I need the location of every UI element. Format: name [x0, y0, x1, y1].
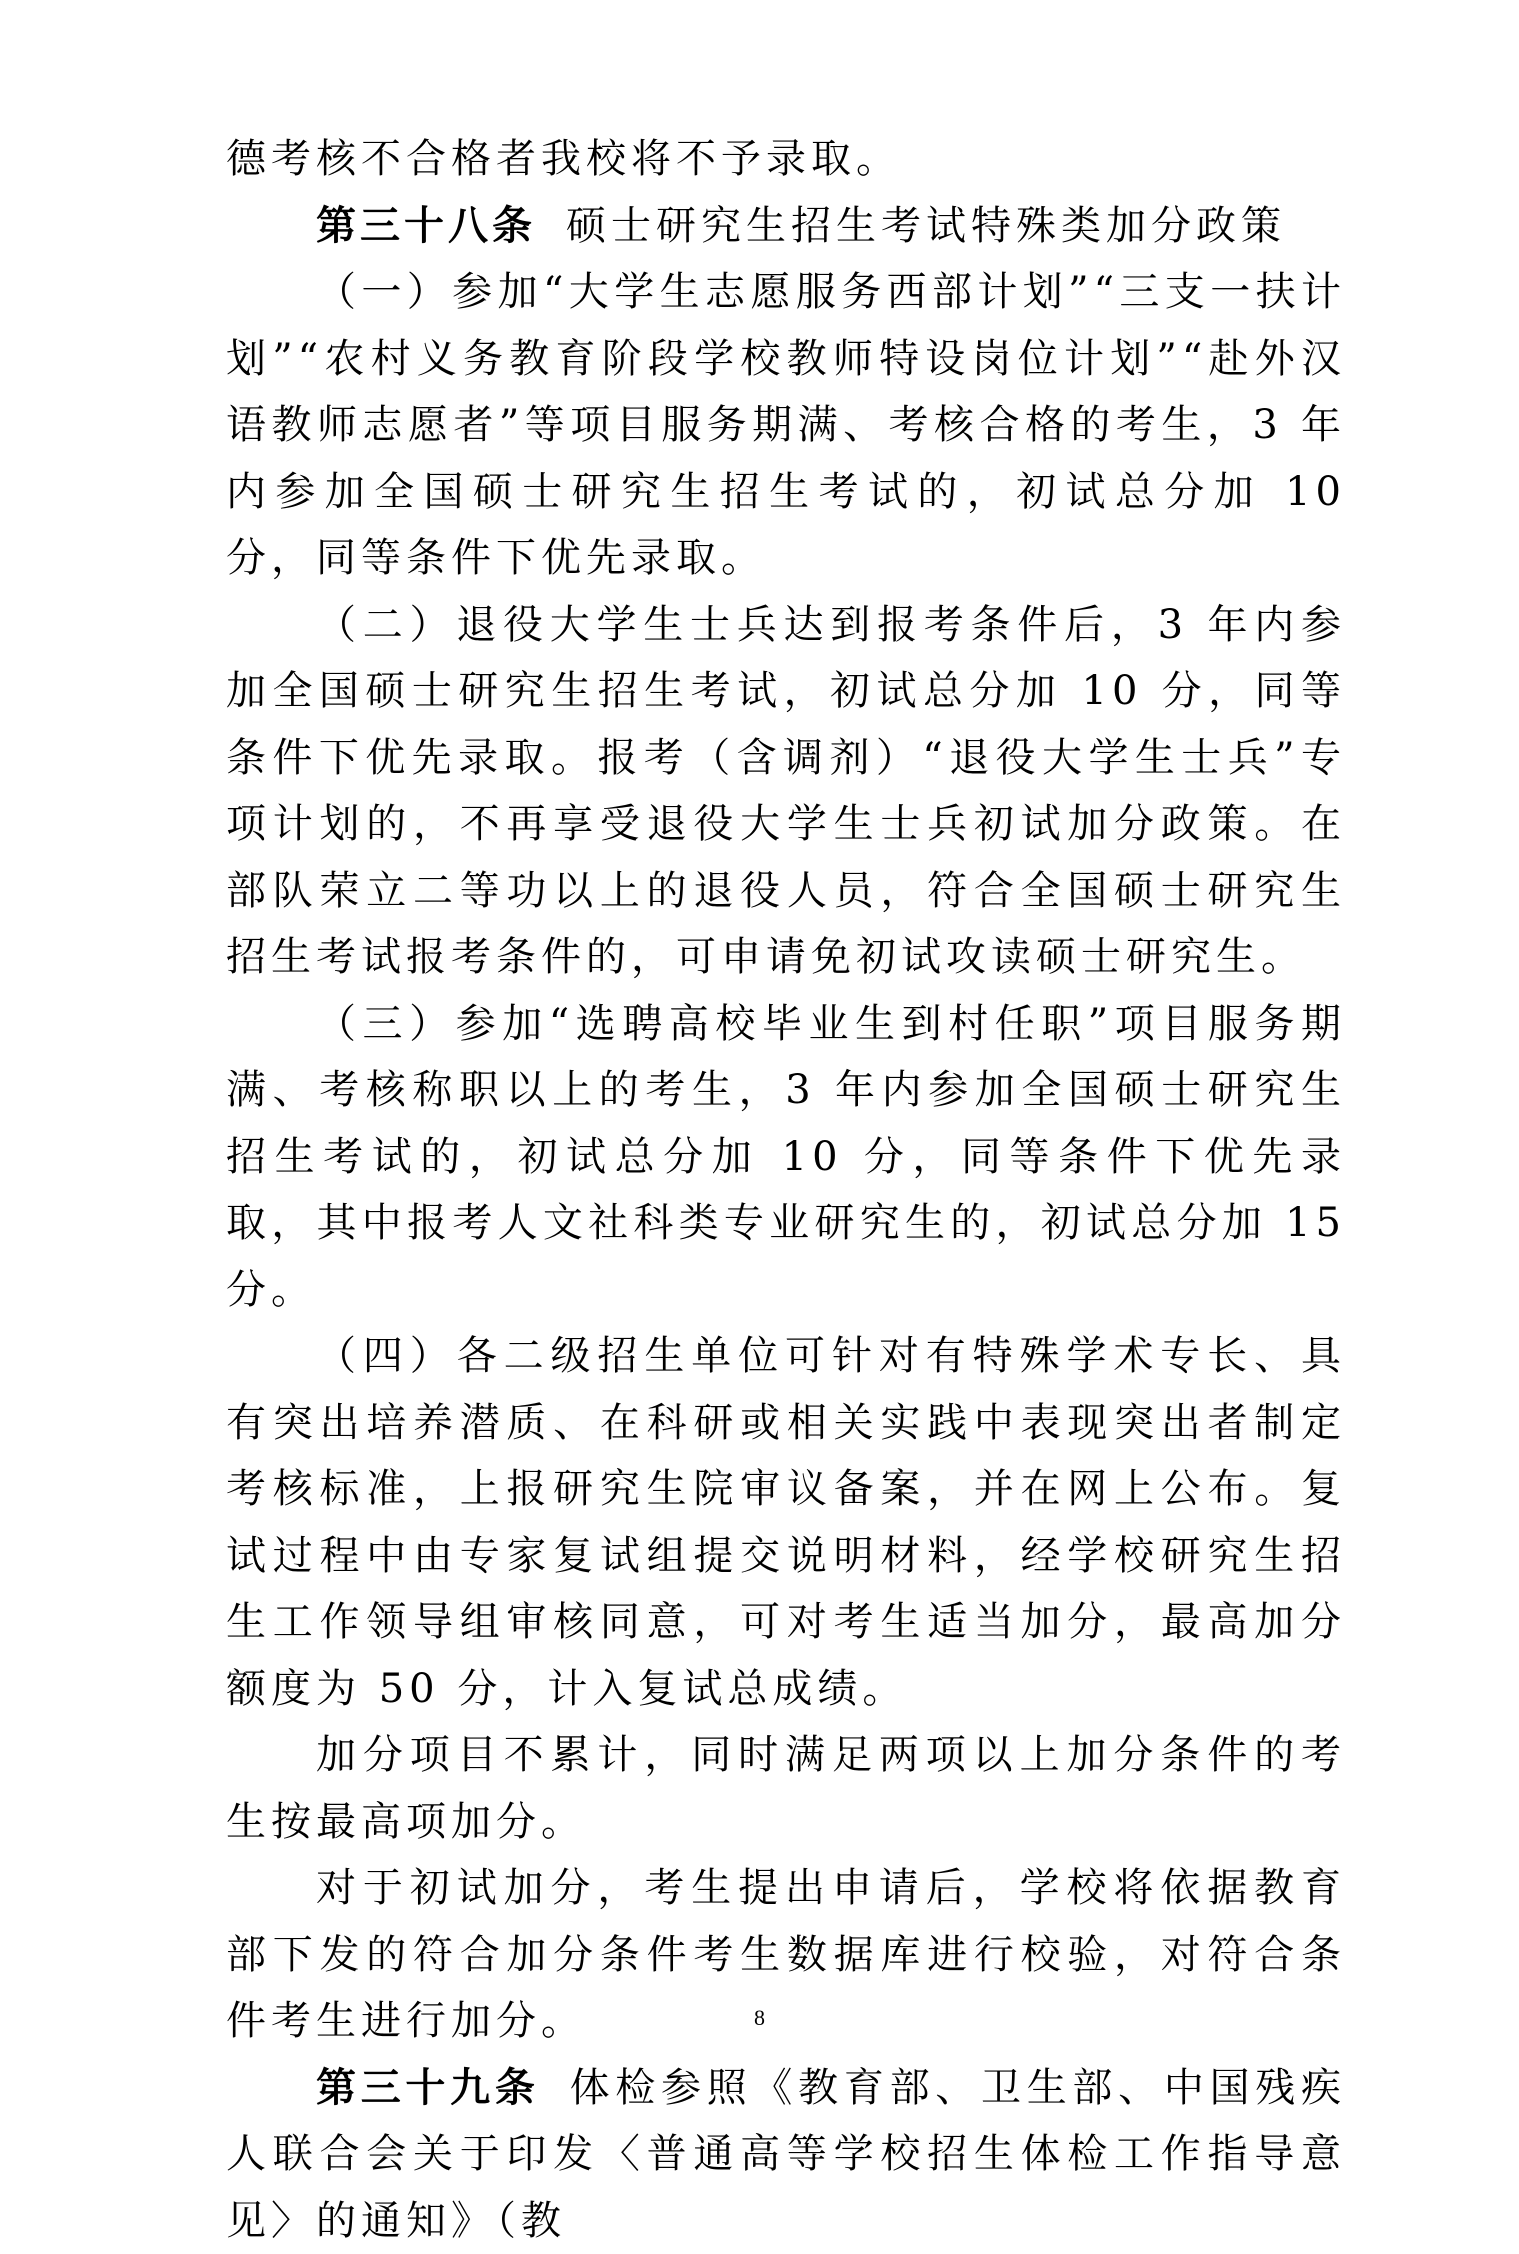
- article-38-heading: [226, 193, 1346, 260]
- article-38-label: 第三十八条: [316, 203, 536, 249]
- paragraph-item-3: （三）参加“选聘高校毕业生到村任职”项目服务期满、考核称职以上的考生，3 年内参加全国硕士研究生招生考试的，初试总分加 10 分，同等条件下优先录取，其中报考人文社科类专业研究生的，初试总分加 15 分。: [226, 991, 1346, 1324]
- article-39-text: 体检参照《教育部、卫生部、中国残疾人联合会关于印发〈普通高等学校招生体检工作指导意见〉的通知》（教: [226, 2065, 1346, 2244]
- paragraph-bonus-note: 加分项目不累计，同时满足两项以上加分条件的考生按最高项加分。: [226, 1722, 1346, 1855]
- paragraph-item-4: （四）各二级招生单位可针对有特殊学术专长、具有突出培养潜质、在科研或相关实践中表现突出者制定考核标准，上报研究生院审议备案，并在网上公布。复试过程中由专家复试组提交说明材料，经学校研究生招生工作领导组审核同意，可对考生适当加分，最高加分额度为 50 分，计入复试总成绩。: [226, 1323, 1346, 1722]
- article-39-paragraph: [226, 2055, 1346, 2254]
- article-39-label: 第三十九条: [316, 2065, 540, 2111]
- article-38-title: 硕士研究生招生考试特殊类加分政策: [566, 203, 1286, 249]
- paragraph-continuation: 德考核不合格者我校将不予录取。: [226, 126, 1346, 193]
- paragraph-item-2: （二）退役大学生士兵达到报考条件后，3 年内参加全国硕士研究生招生考试，初试总分加 10 分，同等条件下优先录取。报考（含调剂）“退役大学生士兵”专项计划的，不再享受退役大学生士兵初试加分政策。在部队荣立二等功以上的退役人员，符合全国硕士研究生招生考试报考条件的，可申请免初试攻读硕士研究生。: [226, 592, 1346, 991]
- body-text: [226, 126, 1346, 2254]
- page-number: 8: [0, 2005, 1519, 2031]
- paragraph-verification: 对于初试加分，考生提出申请后，学校将依据教育部下发的符合加分条件考生数据库进行校验，对符合条件考生进行加分。: [226, 1855, 1346, 2055]
- paragraph-item-1: （一）参加“大学生志愿服务西部计划”“三支一扶计划”“农村义务教育阶段学校教师特设岗位计划”“赴外汉语教师志愿者”等项目服务期满、考核合格的考生，3 年内参加全国硕士研究生招生考试的，初试总分加 10 分，同等条件下优先录取。: [226, 259, 1346, 592]
